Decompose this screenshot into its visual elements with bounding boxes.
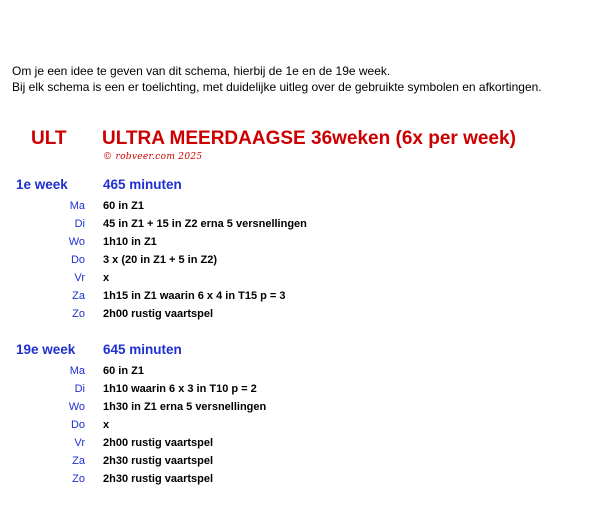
day-label: Zo xyxy=(72,473,85,485)
schedule-row xyxy=(0,419,600,437)
workout-description: 45 in Z1 + 15 in Z2 erna 5 versnellingen xyxy=(103,218,307,230)
schedule-row xyxy=(0,254,600,272)
workout-description: 2h30 rustig vaartspel xyxy=(103,473,214,485)
schema-title: ULTRA MEERDAAGSE 36weken (6x per week) xyxy=(102,128,516,149)
schedule-row xyxy=(0,383,600,401)
workout-description: x xyxy=(103,419,110,431)
day-label: Di xyxy=(74,218,85,230)
day-label: Do xyxy=(70,254,85,266)
schema-code: ULT xyxy=(31,128,67,149)
workout-description: 3 x (20 in Z1 + 5 in Z2) xyxy=(103,254,218,266)
schedule-row xyxy=(0,473,600,491)
schedule-row xyxy=(0,218,600,236)
day-label: Ma xyxy=(69,365,85,377)
schedule-row xyxy=(0,236,600,254)
schedule-row xyxy=(0,401,600,419)
schedule-row xyxy=(0,290,600,308)
week-total: 465 minuten xyxy=(103,177,182,192)
workout-description: 1h30 in Z1 erna 5 versnellingen xyxy=(103,401,267,413)
intro-line-1: Om je een idee te geven van dit schema, hierbij de 1e en de 19e week. xyxy=(12,64,391,78)
workout-description: 1h10 in Z1 xyxy=(103,236,157,248)
week-label: 1e week xyxy=(16,177,68,192)
day-label: Vr xyxy=(74,437,85,449)
schedule-row xyxy=(0,365,600,383)
schedule-row xyxy=(0,200,600,218)
day-label: Wo xyxy=(68,236,85,248)
schedule-row xyxy=(0,272,600,290)
intro-text xyxy=(12,64,542,95)
week-total: 645 minuten xyxy=(103,342,182,357)
workout-description: 2h30 rustig vaartspel xyxy=(103,455,214,467)
workout-description: 2h00 rustig vaartspel xyxy=(103,308,214,320)
day-label: Zo xyxy=(72,308,85,320)
copyright-notice: © robveer.com 2025 xyxy=(103,152,203,162)
workout-description: 2h00 rustig vaartspel xyxy=(103,437,214,449)
day-label: Za xyxy=(72,455,85,467)
workout-description: 60 in Z1 xyxy=(103,365,144,377)
workout-description: 1h10 waarin 6 x 3 in T10 p = 2 xyxy=(103,383,257,395)
intro-line-2: Bij elk schema is een er toelichting, met duidelijke uitleg over de gebruikte symbolen en afkortingen. xyxy=(12,79,542,94)
day-label: Wo xyxy=(68,401,85,413)
day-label: Di xyxy=(74,383,85,395)
week-label: 19e week xyxy=(16,342,76,357)
schedule-row xyxy=(0,308,600,326)
schedule-row xyxy=(0,437,600,455)
workout-description: 1h15 in Z1 waarin 6 x 4 in T15 p = 3 xyxy=(103,290,286,302)
workout-description: 60 in Z1 xyxy=(103,200,144,212)
day-label: Za xyxy=(72,290,85,302)
day-label: Vr xyxy=(74,272,85,284)
workout-description: x xyxy=(103,272,110,284)
day-label: Do xyxy=(70,419,85,431)
day-label: Ma xyxy=(69,200,85,212)
schedule-row xyxy=(0,455,600,473)
